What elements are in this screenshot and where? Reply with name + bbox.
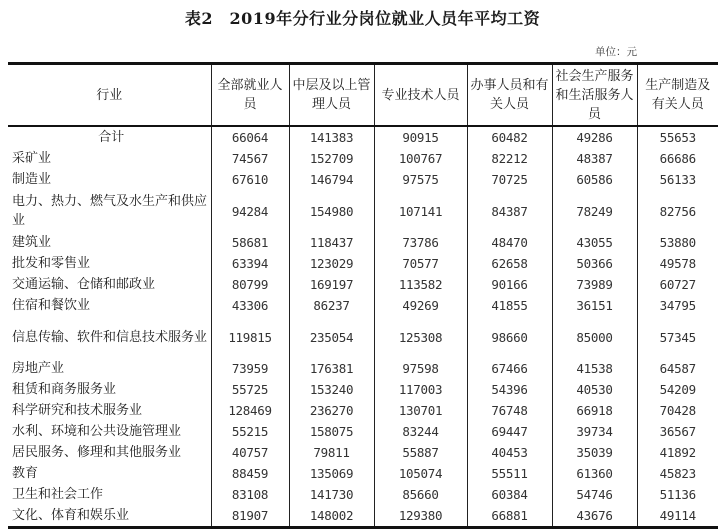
- unit-label: 单位：元: [595, 46, 637, 58]
- table-row: [8, 126, 718, 148]
- table-row: [8, 148, 718, 169]
- wage-cell: 176381: [289, 358, 374, 379]
- wage-cell: 81907: [211, 505, 289, 528]
- header-managers: 中层及以上管理人员: [289, 64, 374, 127]
- wage-cell: 67610: [211, 169, 289, 190]
- table-row: [8, 505, 718, 528]
- wage-cell: 73989: [552, 274, 637, 295]
- wage-cell: 73786: [374, 232, 467, 253]
- industry-cell: 科学研究和技术服务业: [12, 403, 143, 418]
- wage-cell: 76748: [467, 400, 552, 421]
- wage-cell: 97598: [374, 358, 467, 379]
- wage-cell: 55653: [637, 126, 718, 148]
- table-row: [8, 400, 718, 421]
- wage-cell: 153240: [289, 379, 374, 400]
- wage-cell: 39734: [552, 421, 637, 442]
- wage-cell: 36151: [552, 295, 637, 316]
- wage-cell: 41892: [637, 442, 718, 463]
- header-all-employees: 全部就业人员: [211, 64, 289, 127]
- wage-cell: 79811: [289, 442, 374, 463]
- wage-cell: 55215: [211, 421, 289, 442]
- wage-cell: 61360: [552, 463, 637, 484]
- industry-cell: 教育: [12, 466, 39, 481]
- wage-cell: 43055: [552, 232, 637, 253]
- table-row: [8, 253, 718, 274]
- wage-cell: 83244: [374, 421, 467, 442]
- wage-cell: 66881: [467, 505, 552, 528]
- wage-cell: 158075: [289, 421, 374, 442]
- wage-cell: 60727: [637, 274, 718, 295]
- wage-cell: 70577: [374, 253, 467, 274]
- wage-cell: 55511: [467, 463, 552, 484]
- wage-cell: 43676: [552, 505, 637, 528]
- wage-cell: 85000: [552, 316, 637, 358]
- wage-cell: 82756: [637, 190, 718, 232]
- wage-cell: 129380: [374, 505, 467, 528]
- wage-cell: 84387: [467, 190, 552, 232]
- wage-cell: 105074: [374, 463, 467, 484]
- industry-cell: 卫生和社会工作: [12, 487, 104, 502]
- wage-cell: 50366: [552, 253, 637, 274]
- wage-cell: 88459: [211, 463, 289, 484]
- wage-cell: 113582: [374, 274, 467, 295]
- table-row: [8, 421, 718, 442]
- table-row: [8, 190, 718, 232]
- wage-cell: 49269: [374, 295, 467, 316]
- wage-cell: 73959: [211, 358, 289, 379]
- wage-cell: 57345: [637, 316, 718, 358]
- table-body: [8, 126, 718, 528]
- wage-cell: 141383: [289, 126, 374, 148]
- wage-cell: 70428: [637, 400, 718, 421]
- header-row: [8, 64, 718, 127]
- wage-cell: 118437: [289, 232, 374, 253]
- industry-cell: 租赁和商务服务业: [12, 382, 117, 397]
- wage-cell: 35039: [552, 442, 637, 463]
- wage-cell: 100767: [374, 148, 467, 169]
- wage-cell: 51136: [637, 484, 718, 505]
- wage-cell: 135069: [289, 463, 374, 484]
- table-row: [8, 232, 718, 253]
- wage-cell: 60384: [467, 484, 552, 505]
- wage-cell: 83108: [211, 484, 289, 505]
- wage-cell: 36567: [637, 421, 718, 442]
- wage-cell: 94284: [211, 190, 289, 232]
- wage-cell: 128469: [211, 400, 289, 421]
- wage-cell: 45823: [637, 463, 718, 484]
- header-industry: 行业: [8, 64, 211, 127]
- wage-cell: 40530: [552, 379, 637, 400]
- wage-cell: 90915: [374, 126, 467, 148]
- wage-cell: 62658: [467, 253, 552, 274]
- wage-cell: 54209: [637, 379, 718, 400]
- wage-cell: 74567: [211, 148, 289, 169]
- wage-cell: 66064: [211, 126, 289, 148]
- wage-cell: 49286: [552, 126, 637, 148]
- wage-cell: 34795: [637, 295, 718, 316]
- table-row: [8, 358, 718, 379]
- industry-cell: 信息传输、软件和信息技术服务业: [12, 329, 208, 345]
- wage-cell: 48387: [552, 148, 637, 169]
- wage-cell: 66686: [637, 148, 718, 169]
- industry-cell: 房地产业: [12, 361, 65, 376]
- wage-cell: 63394: [211, 253, 289, 274]
- wage-cell: 117003: [374, 379, 467, 400]
- wage-cell: 69447: [467, 421, 552, 442]
- wage-cell: 58681: [211, 232, 289, 253]
- header-professionals: 专业技术人员: [374, 64, 467, 127]
- table-title: 表2 2019年分行业分岗位就业人员年平均工资: [184, 9, 541, 28]
- wage-cell: 123029: [289, 253, 374, 274]
- wage-cell: 82212: [467, 148, 552, 169]
- table-row: [8, 169, 718, 190]
- industry-cell: 交通运输、仓储和邮政业: [12, 277, 156, 292]
- wage-cell: 86237: [289, 295, 374, 316]
- wage-cell: 98660: [467, 316, 552, 358]
- table-row: [8, 274, 718, 295]
- wage-cell: 54746: [552, 484, 637, 505]
- table-row: [8, 463, 718, 484]
- industry-cell: 电力、热力、燃气及水生产和供应业: [12, 194, 208, 228]
- wage-cell: 148002: [289, 505, 374, 528]
- wage-cell: 146794: [289, 169, 374, 190]
- wage-cell: 70725: [467, 169, 552, 190]
- wage-cell: 48470: [467, 232, 552, 253]
- wage-cell: 80799: [211, 274, 289, 295]
- wage-cell: 78249: [552, 190, 637, 232]
- table-row: [8, 316, 718, 358]
- wage-cell: 49578: [637, 253, 718, 274]
- header-production-workers: 生产制造及有关人员: [637, 64, 718, 127]
- wage-cell: 125308: [374, 316, 467, 358]
- wage-cell: 119815: [211, 316, 289, 358]
- wage-cell: 236270: [289, 400, 374, 421]
- table-row: [8, 484, 718, 505]
- header-clerks: 办事人员和有关人员: [467, 64, 552, 127]
- wage-cell: 107141: [374, 190, 467, 232]
- wage-cell: 53880: [637, 232, 718, 253]
- industry-cell: 居民服务、修理和其他服务业: [12, 445, 182, 460]
- industry-cell: 建筑业: [12, 235, 52, 250]
- wage-cell: 90166: [467, 274, 552, 295]
- wage-cell: 60586: [552, 169, 637, 190]
- industry-cell: 住宿和餐饮业: [12, 298, 91, 313]
- wage-cell: 66918: [552, 400, 637, 421]
- wage-cell: 43306: [211, 295, 289, 316]
- wage-cell: 41538: [552, 358, 637, 379]
- industry-cell: 文化、体育和娱乐业: [12, 508, 130, 523]
- wage-cell: 130701: [374, 400, 467, 421]
- industry-cell: 合计: [98, 130, 125, 145]
- wage-cell: 55725: [211, 379, 289, 400]
- wage-cell: 54396: [467, 379, 552, 400]
- wage-cell: 152709: [289, 148, 374, 169]
- wage-cell: 85660: [374, 484, 467, 505]
- wage-cell: 55887: [374, 442, 467, 463]
- table-row: [8, 442, 718, 463]
- industry-cell: 批发和零售业: [12, 256, 91, 271]
- wage-cell: 64587: [637, 358, 718, 379]
- wage-cell: 40453: [467, 442, 552, 463]
- wage-cell: 235054: [289, 316, 374, 358]
- table-row: [8, 379, 718, 400]
- wage-cell: 60482: [467, 126, 552, 148]
- wage-cell: 67466: [467, 358, 552, 379]
- wage-cell: 56133: [637, 169, 718, 190]
- wage-cell: 49114: [637, 505, 718, 528]
- wage-table: [8, 62, 718, 529]
- wage-cell: 41855: [467, 295, 552, 316]
- wage-cell: 169197: [289, 274, 374, 295]
- wage-cell: 40757: [211, 442, 289, 463]
- industry-cell: 制造业: [12, 172, 52, 187]
- industry-cell: 水利、环境和公共设施管理业: [12, 424, 182, 439]
- wage-cell: 154980: [289, 190, 374, 232]
- industry-cell: 采矿业: [12, 151, 52, 166]
- wage-cell: 141730: [289, 484, 374, 505]
- wage-cell: 97575: [374, 169, 467, 190]
- header-service-workers: 社会生产服务和生活服务人员: [552, 64, 637, 127]
- table-row: [8, 295, 718, 316]
